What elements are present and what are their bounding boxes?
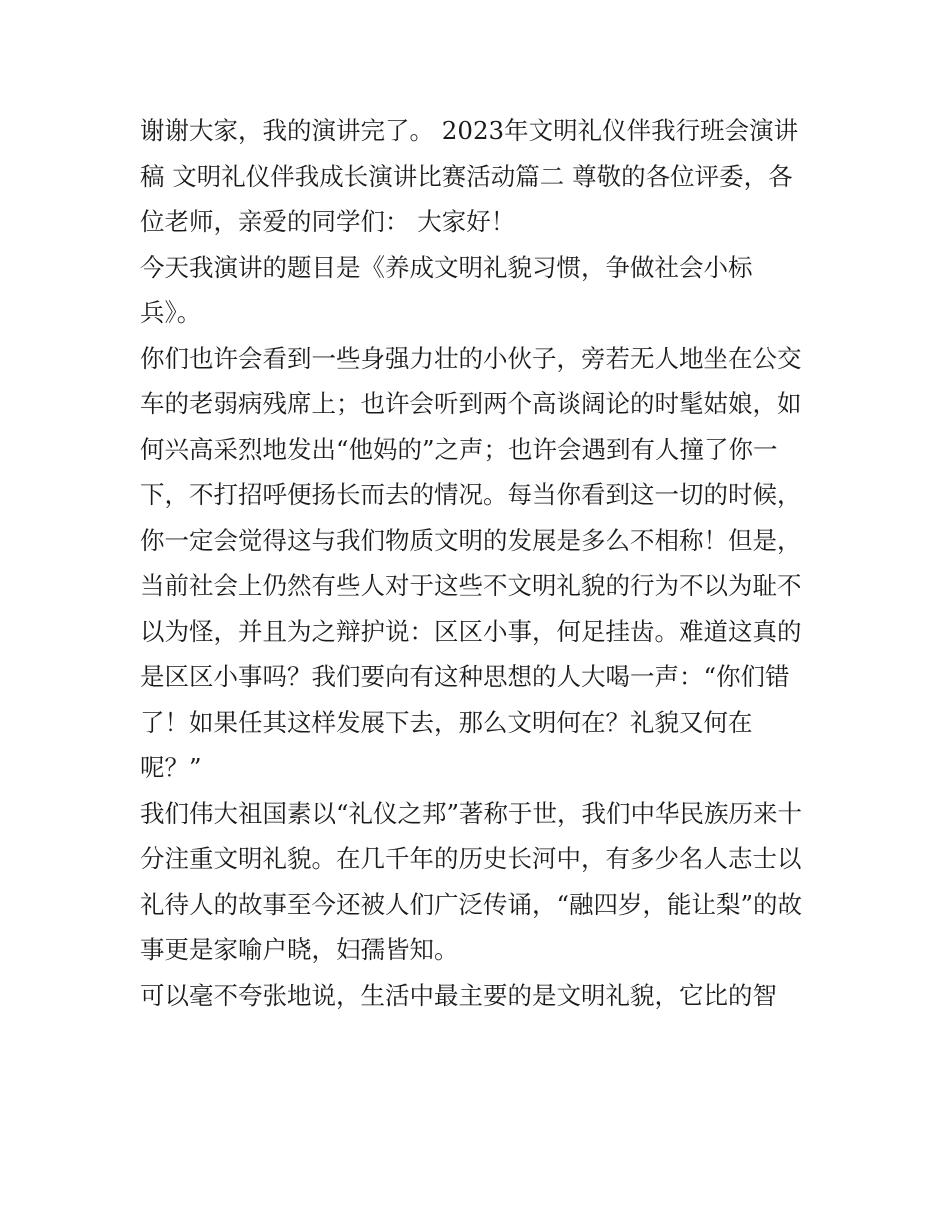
text-line: 今天我演讲的题目是《养成文明礼貌习惯，争做社会小标 — [140, 252, 753, 282]
paragraph-land-of-etiquette — [140, 791, 820, 973]
text-line: 可以毫不夸张地说，生活中最主要的是文明礼貌，它比的智 — [140, 980, 777, 1010]
document-body — [140, 108, 820, 1018]
text-line: 我们伟大祖国素以“礼仪之邦”著称于世，我们中华民族历来十 — [140, 798, 803, 828]
paragraph-closing-and-greeting — [140, 108, 820, 245]
text-line: 以为怪，并且为之辩护说：区区小事，何足挂齿。难道这真的 — [140, 616, 802, 646]
text-line: 分注重文明礼貌。在几千年的历史长河中，有多少名人志士以 — [140, 844, 802, 873]
text-line: 是区区小事吗？我们要向有这种思想的人大喝一声：“你们错 — [140, 662, 790, 691]
text-line: 你一定会觉得这与我们物质文明的发展是多么不相称！但是， — [140, 525, 802, 555]
text-line: 车的老弱病残席上；也许会听到两个高谈阔论的时髦姑娘，如 — [140, 389, 802, 418]
text-line: 谢谢大家，我的演讲完了。 2023年文明礼仪伴我行班会演讲 — [140, 116, 799, 145]
text-line: 事更是家喻户晓，妇孺皆知。 — [140, 935, 459, 964]
text-line: 了！如果任其这样发展下去，那么文明何在？礼貌又何在 — [140, 707, 753, 737]
paragraph-importance-of-courtesy — [140, 973, 820, 1019]
paragraph-uncivil-behaviors — [140, 336, 820, 791]
text-line: 你们也许会看到一些身强力壮的小伙子，旁若无人地坐在公交 — [140, 343, 802, 373]
text-line: 位老师，亲爱的同学们： 大家好！ — [140, 207, 516, 236]
text-line: 兵》。 — [140, 298, 202, 327]
text-line: 下，不打招呼便扬长而去的情况。每当你看到这一切的时候， — [140, 480, 802, 509]
text-line: 呢？” — [140, 753, 202, 782]
paragraph-speech-title — [140, 245, 820, 336]
text-line: 稿 文明礼仪伴我成长演讲比赛活动篇二 尊敬的各位评委，各 — [140, 161, 793, 191]
text-line: 当前社会上仍然有些人对于这些不文明礼貌的行为不以为耻不 — [140, 571, 802, 600]
text-line: 何兴高采烈地发出“他妈的”之声；也许会遇到有人撞了你一 — [140, 434, 778, 464]
text-line: 礼待人的故事至今还被人们广泛传诵，“融四岁，能让梨”的故 — [140, 889, 803, 919]
